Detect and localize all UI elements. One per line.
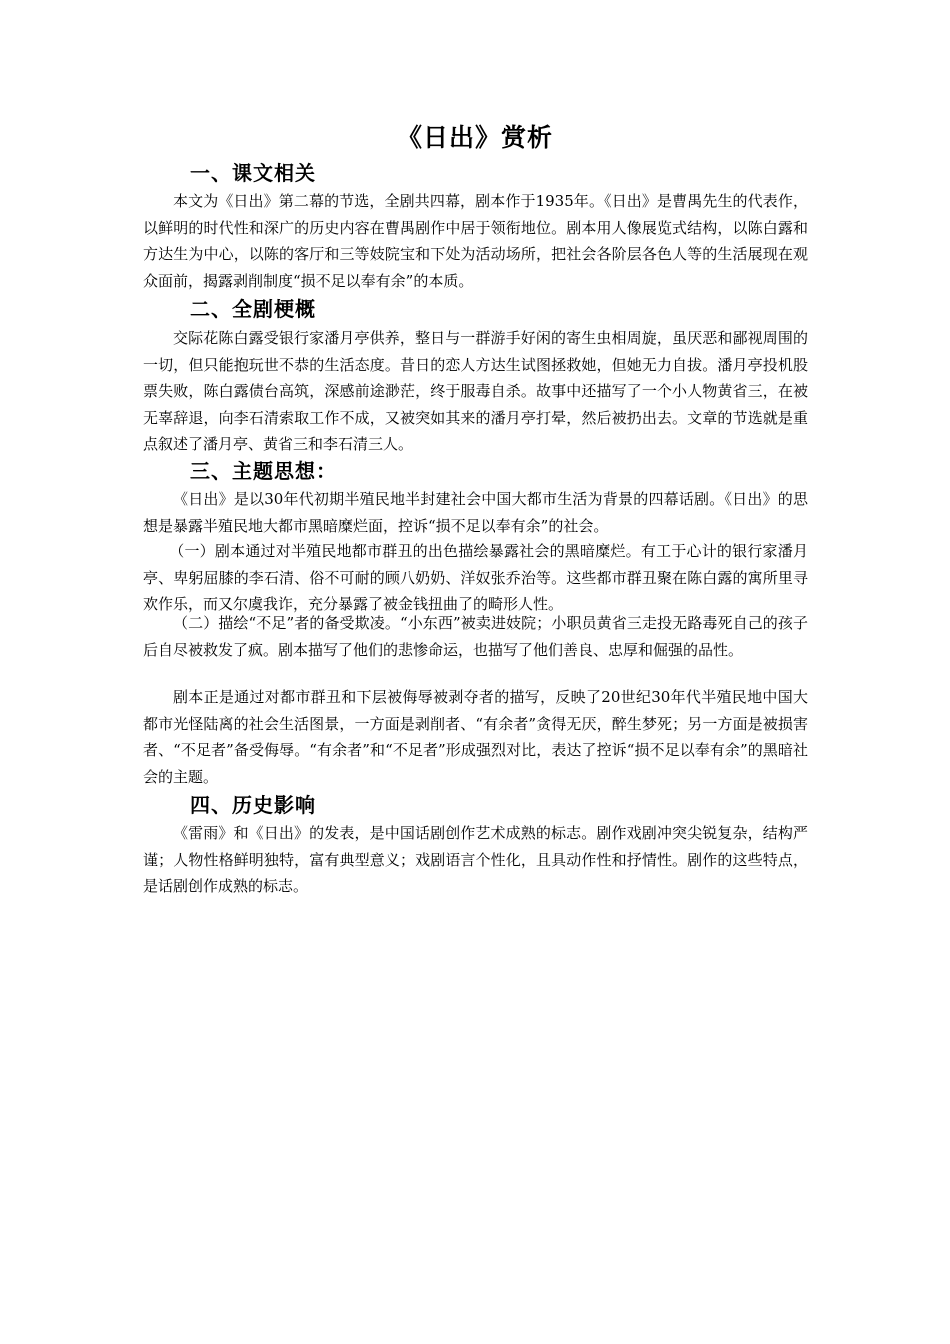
paragraph-theme-summary: 剧本正是通过对都市群丑和下层被侮辱被剥夺者的描写，反映了20世纪30年代半殖民地中国大都市光怪陆离的社会生活图景，一方面是剥削者、“有余者”贪得无厌，醉生梦死；另一方面是被损害者、“不足者”备受侮辱。“有余者”和“不足者”形成强烈对比，表达了控诉“损不足以奉有余”的黑暗社会的主题。 [143,688,808,786]
paragraph-theme-point-2: （二）描绘“不足”者的备受欺凌。“小东西”被卖进妓院；小职员黄省三走投无路毒死自己的孩子后自尽被救发了疯。剧本描写了他们的悲惨命运，也描写了他们善良、忠厚和倔强的品性。 [143,614,808,659]
paragraph-related: 本文为《日出》第二幕的节选，全剧共四幕，剧本作于1935年。《日出》是曹禺先生的代表作，以鲜明的时代性和深广的历史内容在曹禺剧作中居于领衔地位。剧本用人像展览式结构，以陈白露和方达生为中心，以陈的客厅和三等妓院宝和下处为活动场所，把社会各阶层各色人等的生活展现在观众面前，揭露剥削制度“损不足以奉有余”的本质。 [143,192,808,290]
document-title: 《日出》赏析 [396,123,553,152]
paragraph-synopsis: 交际花陈白露受银行家潘月亭供养，整日与一群游手好闲的寄生虫相周旋，虽厌恶和鄙视周围的一切，但只能抱玩世不恭的生活态度。昔日的恋人方达生试图拯救她，但她无力自拔。潘月亭投机股票失败，陈白露债台高筑，深感前途渺茫，终于服毒自杀。故事中还描写了一个小人物黄省三，在被无辜辞退，向李石清索取工作不成，又被突如其来的潘月亭打晕，然后被扔出去。文章的节选就是重点叙述了潘月亭、黄省三和李石清三人。 [143,329,808,453]
paragraph-theme-intro: 《日出》是以30年代初期半殖民地半封建社会中国大都市生活为背景的四幕话剧。《日出》的思想是暴露半殖民地大都市黑暗糜烂面，控诉“损不足以奉有余”的社会。 [143,490,808,535]
paragraph-influence: 《雷雨》和《日出》的发表，是中国话剧创作艺术成熟的标志。剧作戏剧冲突尖锐复杂，结构严谨；人物性格鲜明独特，富有典型意义；戏剧语言个性化，且具动作性和抒情性。剧作的这些特点，是话剧创作成熟的标志。 [143,824,808,895]
section-heading-influence: 四、历史影响 [190,793,316,817]
paragraph-theme-point-1: （一）剧本通过对半殖民地都市群丑的出色描绘暴露社会的黑暗糜烂。有工于心计的银行家潘月亭、卑躬屈膝的李石清、俗不可耐的顾八奶奶、洋奴张乔治等。这些都市群丑聚在陈白露的寓所里寻欢作乐，而又尔虞我诈，充分暴露了被金钱扭曲了的畸形人性。 [143,542,808,613]
section-heading-theme: 三、主题思想： [190,459,337,483]
section-heading-synopsis: 二、全剧梗概 [190,297,316,321]
section-heading-related: 一、课文相关 [190,161,316,185]
